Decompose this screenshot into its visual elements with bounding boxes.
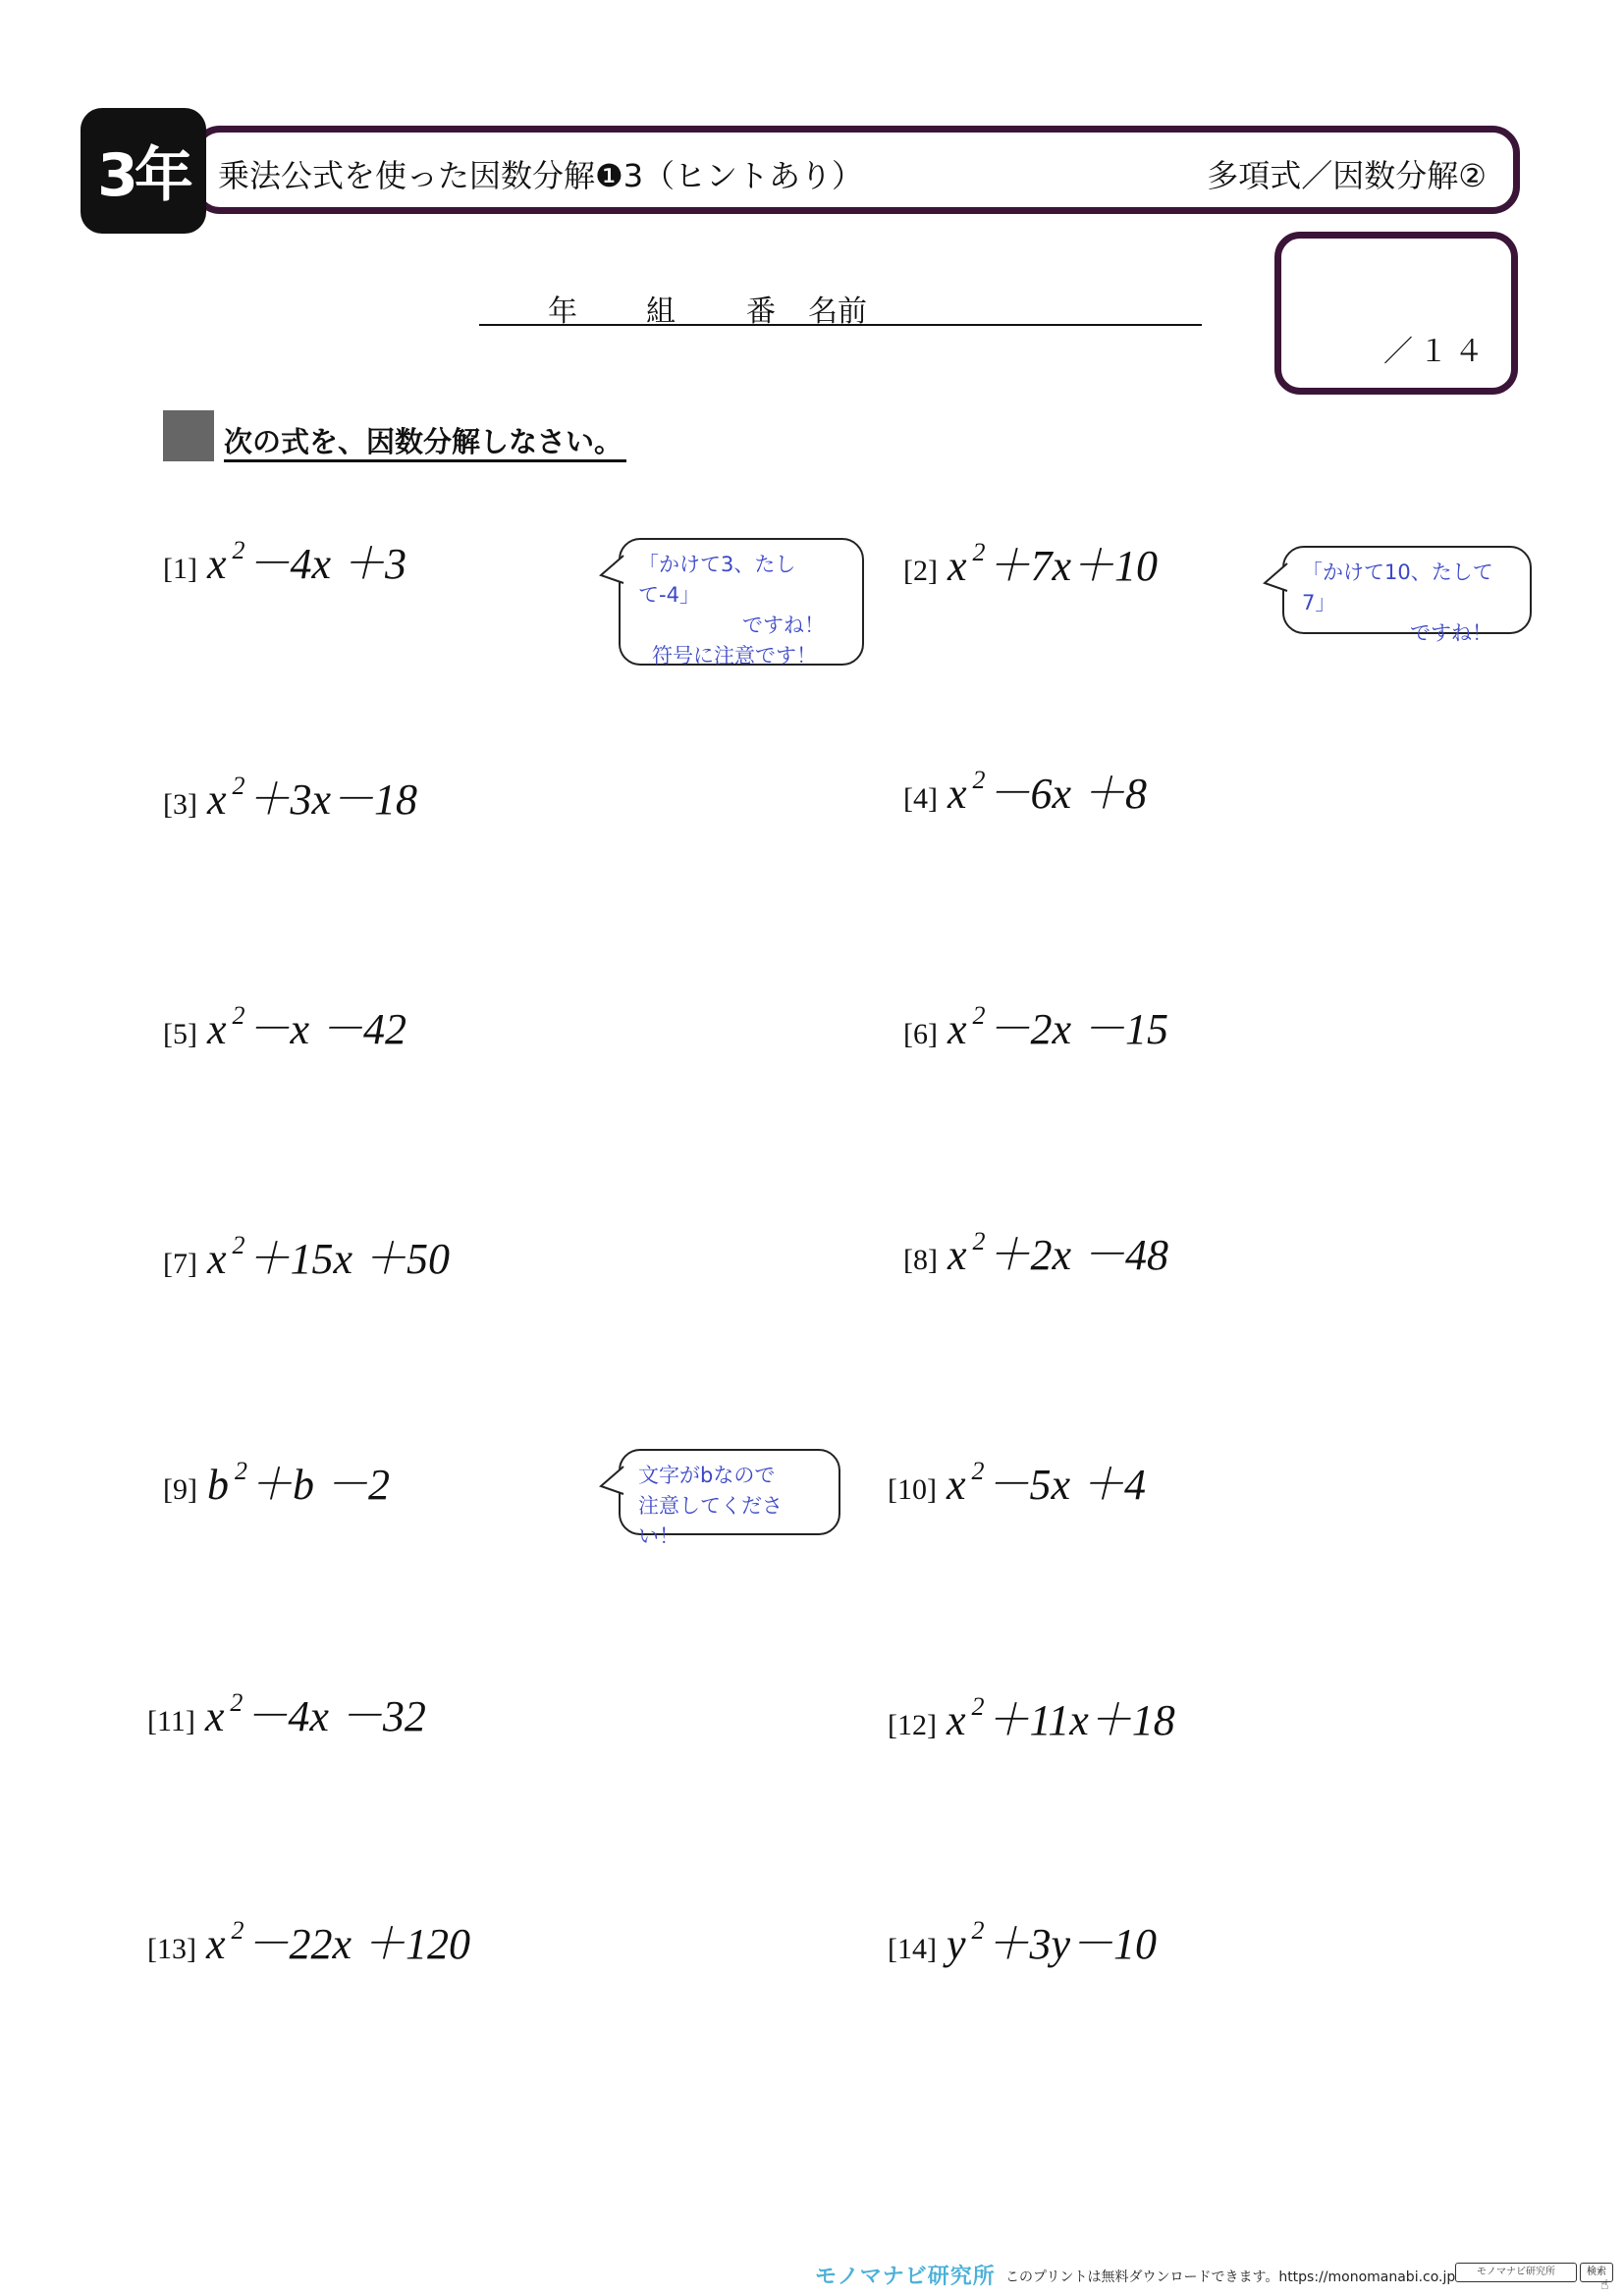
problem-number: [10] [888,1473,937,1506]
grade-badge: 3年 [81,108,206,234]
bubble-tail-icon [599,1465,624,1504]
problem-item [903,530,1158,593]
problem-number: [12] [888,1709,937,1741]
worksheet-subtitle: 多項式／因数分解② [1207,157,1487,194]
problem-item [888,1908,1157,1971]
problem-number: [2] [903,555,938,587]
problem-expression: x $^2$－4x －32 [204,1688,426,1740]
problem-item [147,1908,470,1971]
instruction-text: 次の式を、因数分解しなさい。 [224,424,626,462]
problem-expression: x $^2$＋11x＋18 [946,1692,1175,1744]
problem-item [147,1681,426,1743]
problem-item [163,993,406,1056]
number-label: 番 [746,294,776,329]
bubble-tail-icon [1263,561,1288,601]
problem-number: [4] [903,782,938,815]
problem-expression: x $^2$＋15x ＋50 [206,1231,451,1283]
problem-item [163,1223,450,1286]
footer-search-button[interactable]: 検索 [1580,2263,1613,2282]
problem-number: [7] [163,1248,197,1280]
problem-item [888,1449,1146,1512]
instruction-marker [163,410,214,461]
problem-expression: x $^2$－4x ＋3 [206,536,407,588]
score-box[interactable] [1274,232,1518,395]
problem-item [163,764,417,827]
problem-expression: x $^2$－6x ＋8 [947,766,1148,818]
problem-number: [13] [147,1933,196,1965]
problem-number: [11] [147,1705,195,1737]
problem-expression: x $^2$＋3x－18 [206,772,418,824]
problem-item [888,1684,1175,1747]
bubble-tail-icon [599,554,624,593]
hint-bubble-1: 「かけて3、たして-4」 ですね！ 符号に注意です！ [619,538,864,666]
class-label: 組 [646,294,676,329]
problem-item [903,758,1147,821]
problem-expression: x $^2$＋7x＋10 [947,538,1159,590]
problem-expression: b $^2$＋b －2 [206,1457,390,1509]
footer-search-box[interactable]: モノマナビ研究所 [1455,2263,1577,2282]
problem-number: [9] [163,1473,197,1506]
worksheet-title: 乗法公式を使った因数分解❶3（ヒントあり） [218,157,864,194]
problem-number: [8] [903,1244,938,1276]
hint-bubble-2: 「かけて10、たして7」 ですね！ [1282,546,1532,634]
problem-number: [6] [903,1018,938,1050]
problem-item [163,1449,390,1512]
problem-number: [5] [163,1018,197,1050]
problem-expression: x $^2$－22x ＋120 [205,1916,471,1968]
problem-expression: y $^2$＋3y－10 [946,1916,1158,1968]
footer-note: このプリントは無料ダウンロードできます。https://monomanabi.co.jp [1005,2269,1456,2285]
problem-number: [1] [163,553,197,585]
problem-expression: x $^2$－5x ＋4 [946,1457,1147,1509]
problem-expression: x $^2$＋2x －48 [947,1227,1169,1279]
problem-item [903,993,1168,1056]
problem-number: [14] [888,1933,937,1965]
problem-expression: x $^2$－x －42 [206,1001,407,1053]
hint-bubble-3: 文字がbなので 注意してください！ [619,1449,840,1535]
problem-item [903,1219,1168,1282]
problem-item [163,528,406,591]
year-label: 年 [548,294,577,329]
pointer-cursor-icon: ☝ [1600,2277,1609,2293]
footer-brand-logo: モノマナビ研究所 [815,2265,996,2289]
name-line[interactable] [479,287,1202,329]
problem-expression: x $^2$－2x －15 [947,1001,1169,1053]
score-total: ／１４ [1383,335,1489,369]
name-label: 名前 [808,294,867,329]
problem-number: [3] [163,788,197,821]
